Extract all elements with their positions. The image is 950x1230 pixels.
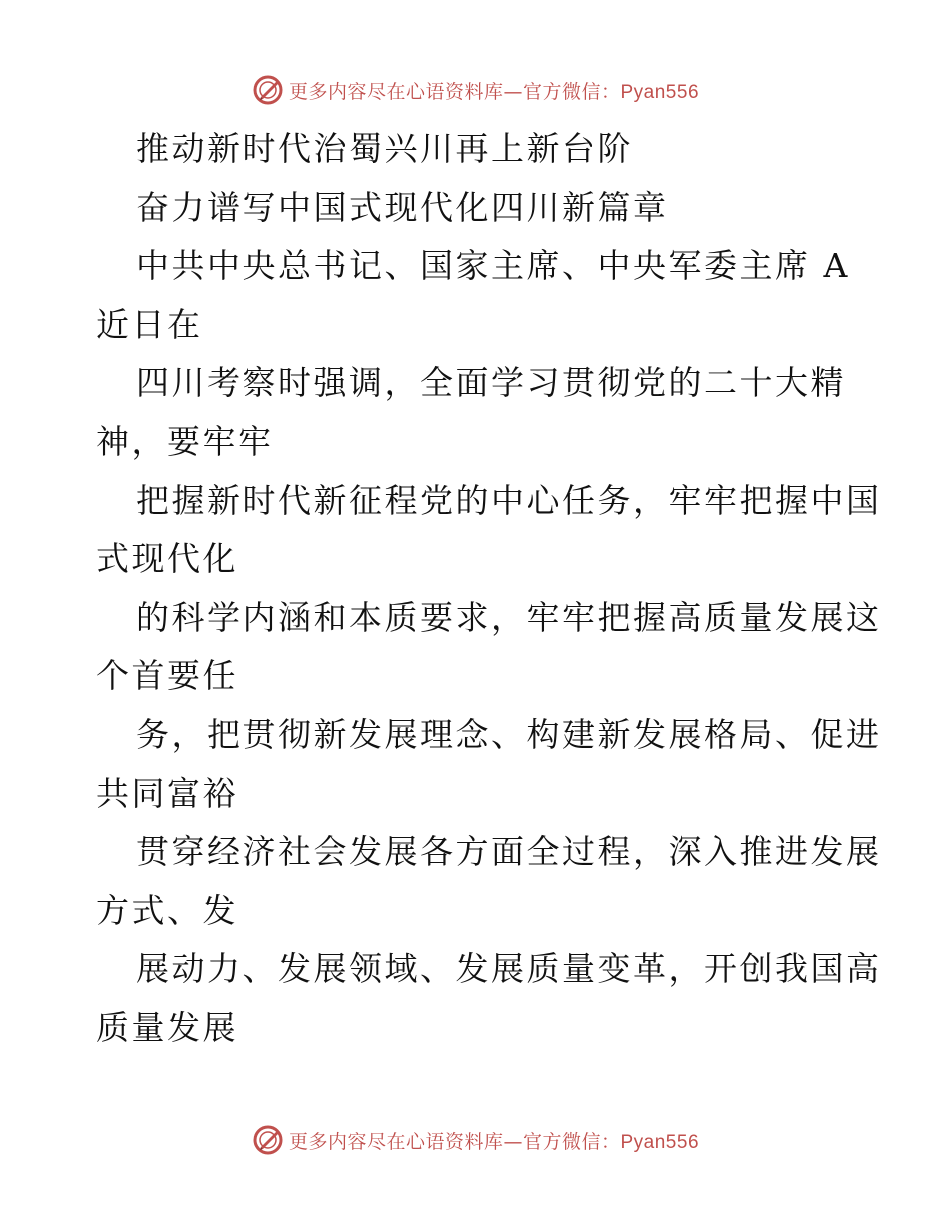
- text-line: 务，把贯彻新发展理念、构建新发展格局、促进: [136, 714, 882, 754]
- text-line: 中共中央总书记、国家主席、中央军委主席 A: [136, 246, 850, 286]
- watermark-label: 官方微信：: [522, 1130, 621, 1153]
- text-line: 推动新时代治蜀兴川再上新台阶: [136, 129, 633, 168]
- text-line: 个首要任: [96, 656, 238, 696]
- pen-logo-icon: [251, 1123, 285, 1157]
- watermark-separator: —: [503, 1130, 523, 1153]
- watermark-label: 官方微信：: [522, 80, 621, 103]
- footer-watermark: [0, 1120, 950, 1160]
- text-line: 四川考察时强调，全面学习贯彻党的二十大精: [136, 363, 846, 403]
- watermark-text: [289, 77, 699, 104]
- pen-logo-icon: [251, 73, 285, 107]
- document-body: [96, 120, 882, 1058]
- watermark-main: 更多内容尽在心语资料库: [288, 1130, 504, 1153]
- text-line: 神，要牢牢: [96, 421, 274, 461]
- text-line: 近日在: [96, 304, 203, 344]
- header-watermark: [0, 70, 950, 110]
- watermark-id: Pyan556: [620, 81, 700, 103]
- text-line: 贯穿经济社会发展各方面全过程，深入推进发展: [136, 832, 882, 872]
- watermark-text: [289, 1127, 699, 1154]
- text-line: 展动力、发展领域、发展质量变革，开创我国高: [136, 949, 882, 989]
- text-line: 的科学内涵和本质要求，牢牢把握高质量发展这: [136, 597, 882, 637]
- text-line: 质量发展: [96, 1007, 238, 1047]
- text-line: 奋力谱写中国式现代化四川新篇章: [136, 187, 669, 227]
- text-line: 把握新时代新征程党的中心任务，牢牢把握中国: [136, 480, 882, 520]
- watermark-separator: —: [503, 80, 523, 103]
- text-line: 方式、发: [96, 890, 238, 930]
- text-line: 共同富裕: [96, 773, 238, 813]
- text-line: 式现代化: [96, 539, 238, 579]
- watermark-main: 更多内容尽在心语资料库: [288, 80, 504, 103]
- watermark-id: Pyan556: [620, 1131, 700, 1153]
